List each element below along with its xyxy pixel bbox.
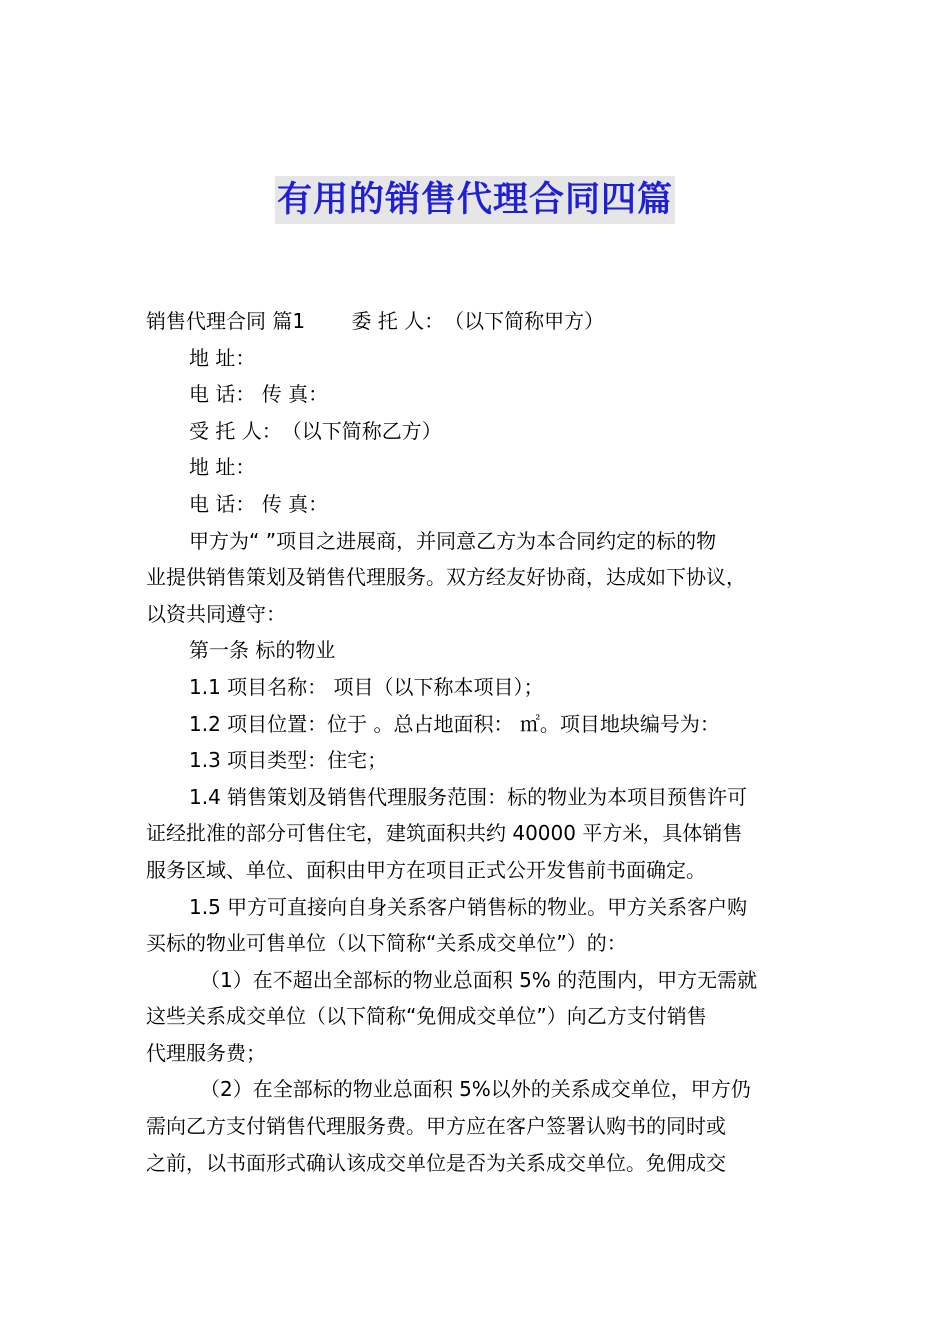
- paragraph-line: （2）在全部标的物业总面积 5%以外的关系成交单位，甲方仍: [200, 1077, 751, 1102]
- document-body: [146, 303, 810, 1181]
- title-container: [0, 176, 950, 224]
- paragraph-line: 第一条 标的物业: [189, 638, 336, 663]
- paragraph-line: 地 址：: [189, 455, 256, 480]
- paragraph-line: 销售代理合同 篇1 委 托 人： （以下简称甲方）: [146, 309, 605, 333]
- paragraph-line: 证经批准的部分可售住宅，建筑面积共约 40000 平方米，具体销售: [146, 821, 743, 846]
- paragraph-line: 业提供销售策划及销售代理服务。双方经友好协商，达成如下协议，: [146, 565, 746, 590]
- paragraph-line: 1.4 销售策划及销售代理服务范围：标的物业为本项目预售许可: [189, 784, 748, 809]
- paragraph-line: 1.2 项目位置：位于 。总占地面积： ㎡。项目地块编号为：: [189, 711, 720, 736]
- paragraph-line: 之前，以书面形式确认该成交单位是否为关系成交单位。免佣成交: [146, 1150, 726, 1175]
- paragraph-line: 电 话： 传 真：: [189, 382, 329, 407]
- paragraph-line: 买标的物业可售单位（以下简称“关系成交单位”）的：: [146, 931, 627, 956]
- paragraph-line: 地 址：: [189, 345, 256, 370]
- paragraph-line: 服务区域、单位、面积由甲方在项目正式公开发售前书面确定。: [146, 857, 706, 882]
- document-title: 有用的销售代理合同四篇: [275, 176, 675, 224]
- paragraph-line: 受 托 人： （以下简称乙方）: [189, 418, 442, 443]
- paragraph-line: 以资共同遵守：: [146, 601, 286, 626]
- paragraph-line: （1）在不超出全部标的物业总面积 5% 的范围内，甲方无需就: [200, 967, 758, 992]
- paragraph-line: 1.3 项目类型：住宅；: [189, 748, 388, 773]
- paragraph-line: 1.1 项目名称： 项目（以下称本项目）；: [189, 674, 544, 699]
- paragraph-line: 这些关系成交单位（以下简称“免佣成交单位”）向乙方支付销售: [146, 1004, 707, 1029]
- paragraph-line: 代理服务费；: [146, 1040, 266, 1065]
- paragraph-line: 甲方为“ ”项目之进展商，并同意乙方为本合同约定的标的物: [189, 528, 717, 553]
- paragraph-line: 需向乙方支付销售代理服务费。甲方应在客户签署认购书的同时或: [146, 1114, 726, 1139]
- paragraph-line: 1.5 甲方可直接向自身关系客户销售标的物业。甲方关系客户购: [189, 894, 748, 919]
- paragraph-line: 电 话： 传 真：: [189, 491, 329, 516]
